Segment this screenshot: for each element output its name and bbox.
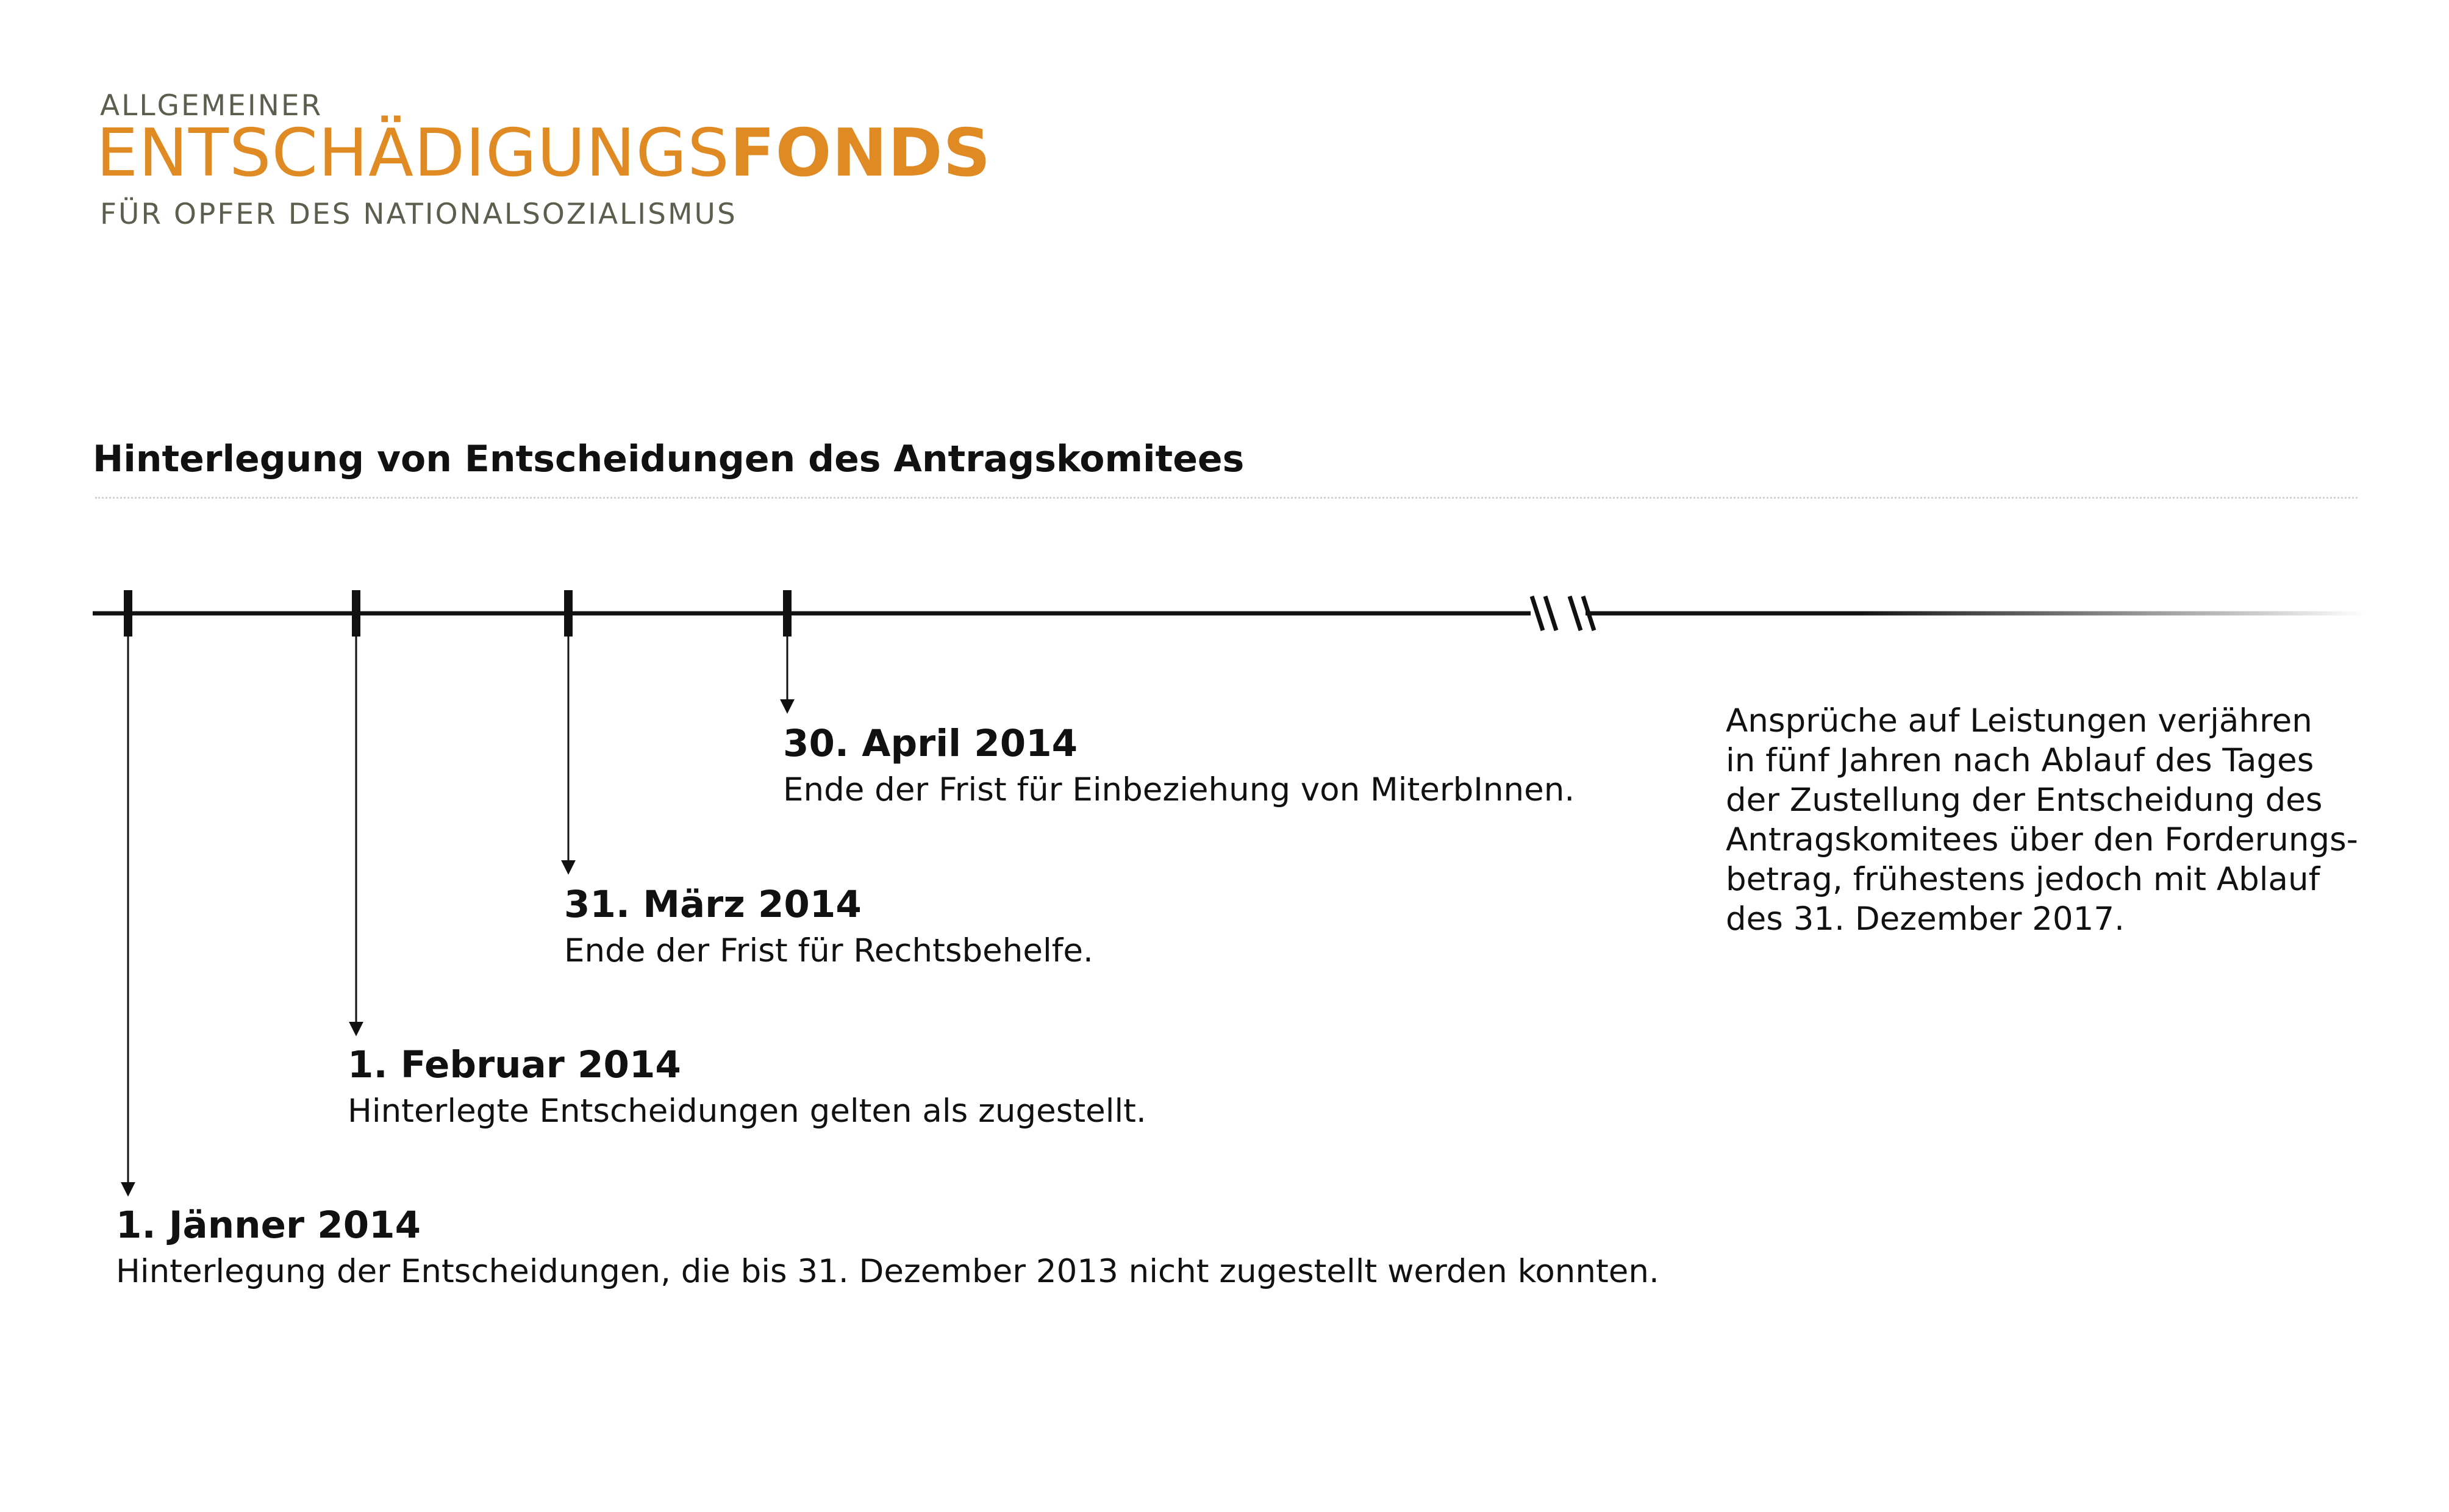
timeline-break-icon [1532,596,1594,630]
page-title: Hinterlegung von Entscheidungen des Antragskomitees [93,438,1245,480]
event-feb [348,1043,1146,1133]
tick-apr [783,590,792,637]
event-date: 31. März 2014 [564,883,862,926]
event-date: 30. April 2014 [783,722,1078,765]
logo-main-thin: ENTSCHÄDIGUNGS [96,115,730,191]
event-description: Ende der Frist für Rechtsbehelfe. [564,932,1093,970]
limitation-note [1726,701,2358,939]
logo-line-top: ALLGEMEINER [100,89,323,123]
note-line: des 31. Dezember 2017. [1726,900,2125,938]
event-description: Ende der Frist für Einbeziehung von MiterbInnen. [783,771,1575,809]
note-line: Antragskomitees über den Forderungs- [1726,821,2358,858]
timeline-axis-fade [1586,612,2366,616]
note-line: Ansprüche auf Leistungen verjähren [1726,702,2312,740]
event-date: 1. Februar 2014 [348,1043,681,1086]
note-line: der Zustellung der Entscheidung des [1726,782,2323,819]
event-jan [116,1203,1659,1293]
event-description: Hinterlegte Entscheidungen gelten als zugestellt. [348,1093,1146,1130]
tick-jan [124,590,132,637]
event-date: 1. Jänner 2014 [116,1204,421,1247]
tick-mar [564,590,573,637]
logo-main-bold: FONDS [729,115,992,191]
note-line: in fünf Jahren nach Ablauf des Tages [1726,742,2314,779]
event-apr [783,721,1575,811]
note-line: betrag, frühestens jedoch mit Ablauf [1726,861,2320,898]
logo-line-bottom: FÜR OPFER DES NATIONALSOZIALISMUS [100,198,737,231]
event-mar [564,882,1093,972]
tick-feb [352,590,360,637]
event-description: Hinterlegung der Entscheidungen, die bis 31. Dezember 2013 nicht zugestellt werden konnten. [116,1253,1659,1291]
